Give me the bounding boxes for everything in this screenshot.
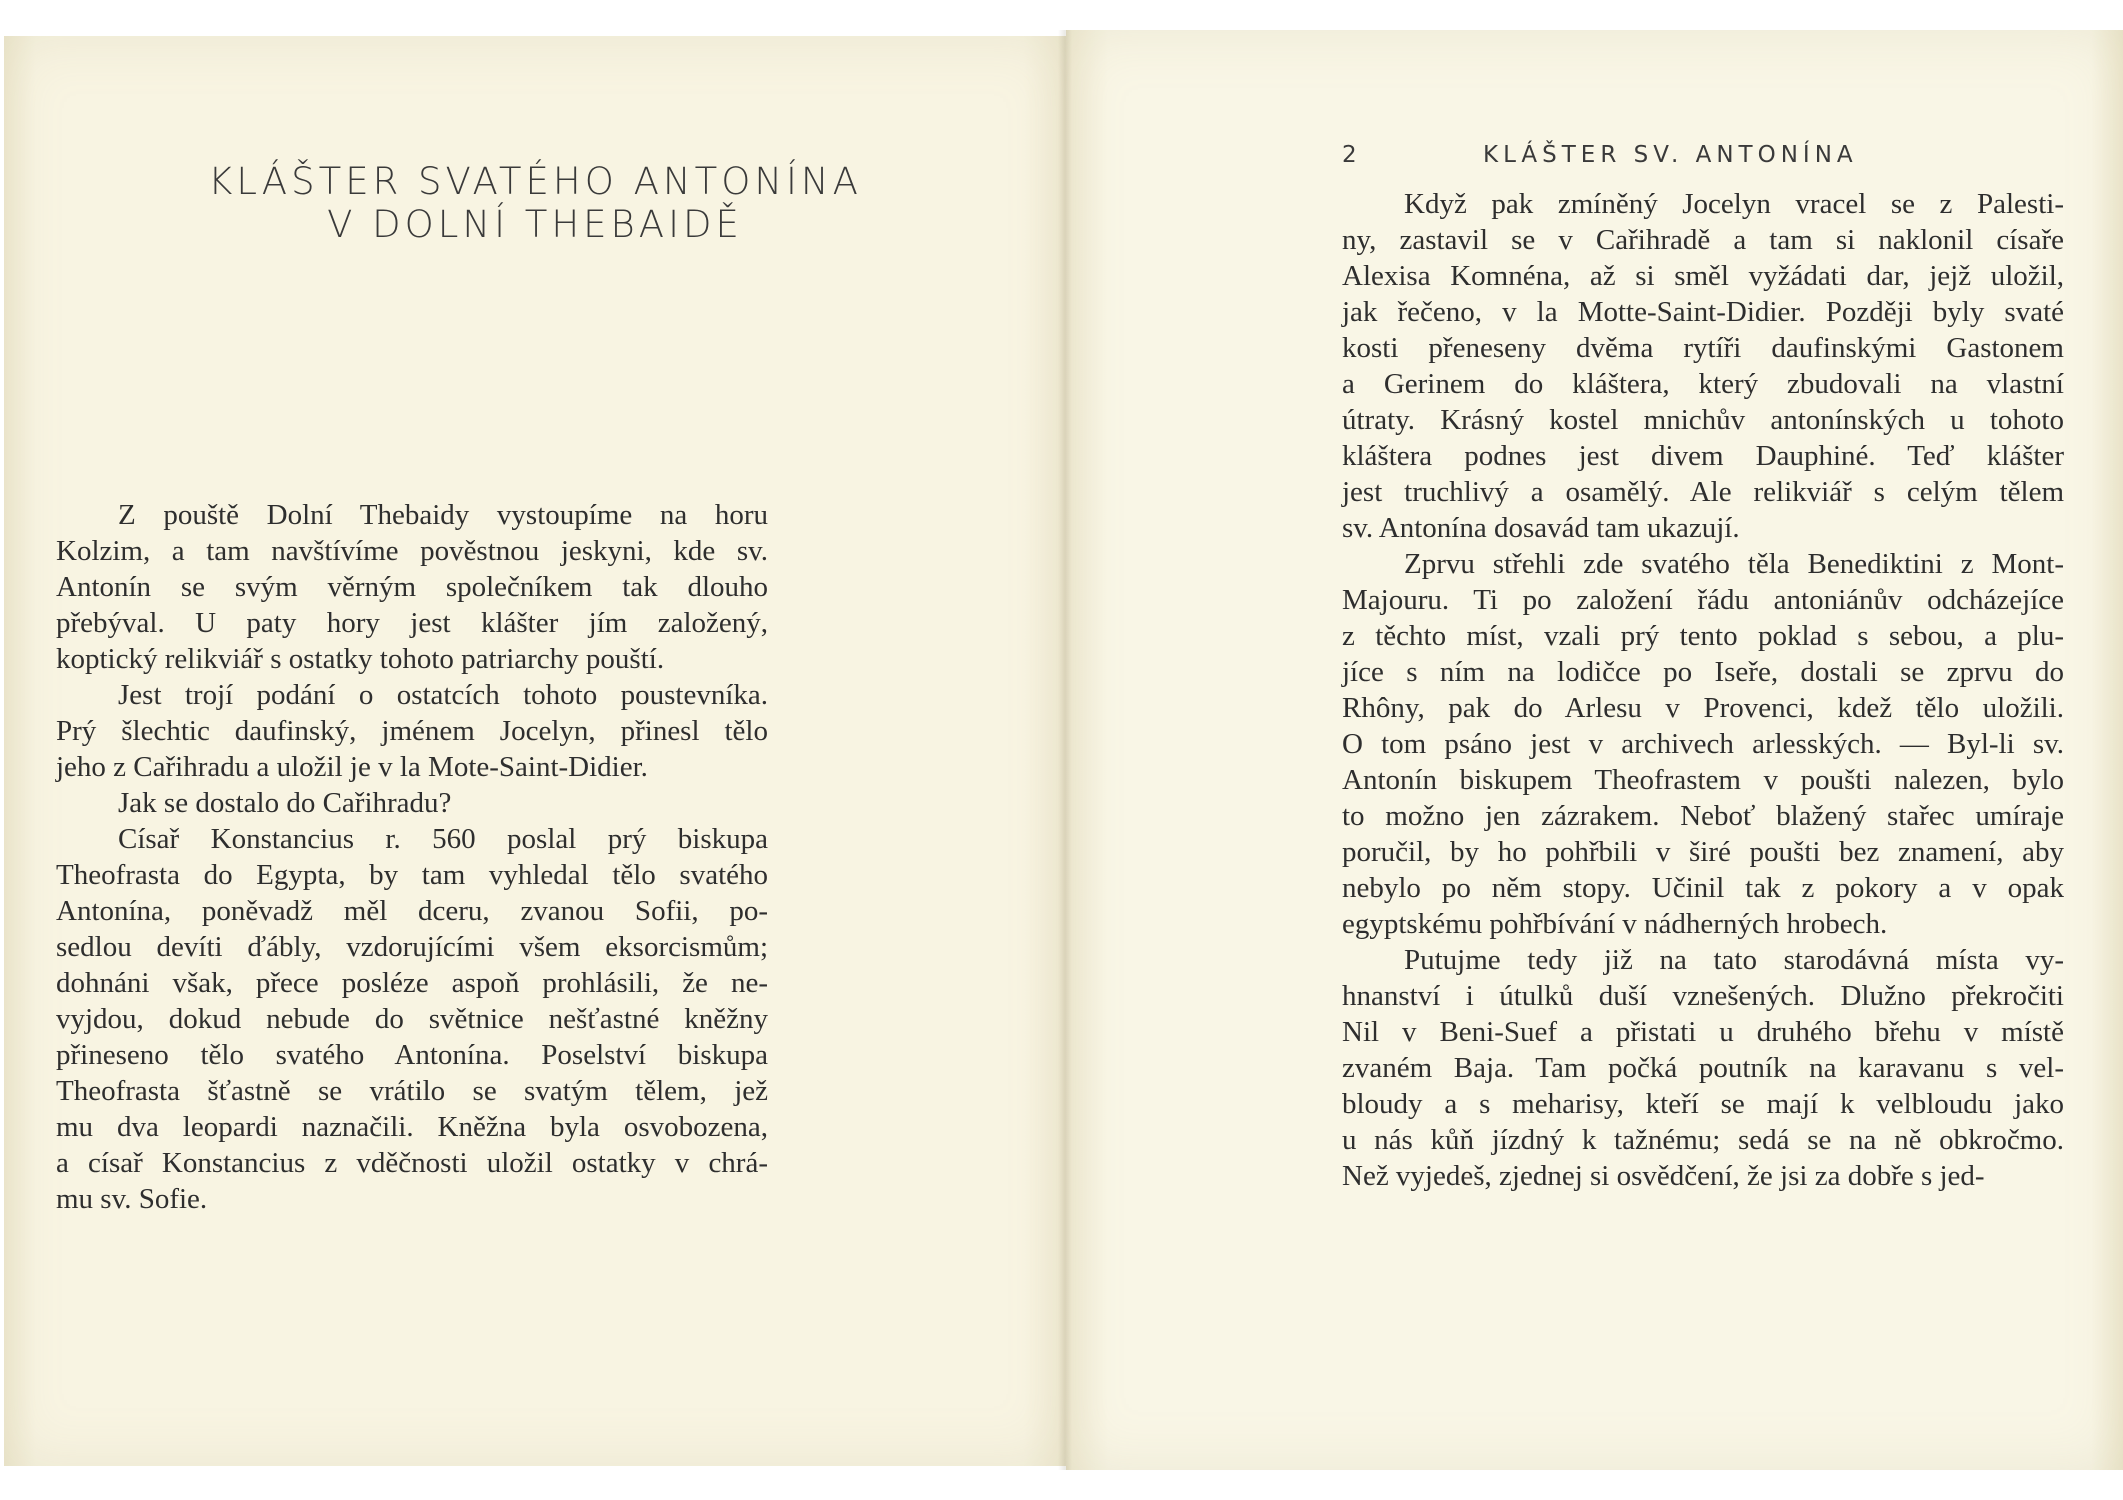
paragraph xyxy=(56,785,768,821)
text-line: Majouru. Ti po založení řádu antoniánův odcházejíce xyxy=(1342,584,2064,616)
text-line: jíce s ním na lodičce po Iseře, dostali se zprvu do xyxy=(1342,656,2064,688)
book-gutter xyxy=(1058,30,1072,1470)
text-line: sedlou devíti ďábly, vzdorujícími všem eksorcismům; xyxy=(56,931,768,963)
text-line: Z pouště Dolní Thebaidy vystoupíme na horu xyxy=(118,499,768,531)
text-line: mu dva leopardi naznačili. Kněžna byla osvobozena, xyxy=(56,1111,768,1143)
paragraph xyxy=(56,677,768,785)
text-line: přineseno tělo svatého Antonína. Poselství biskupa xyxy=(56,1039,768,1071)
text-line: útraty. Krásný kostel mnichův antonínských u tohoto xyxy=(1342,404,2064,436)
text-line: Putujme tedy již na tato starodávná místa vy- xyxy=(1404,944,2064,976)
text-line: Když pak zmíněný Jocelyn vracel se z Palesti- xyxy=(1404,188,2064,220)
right-page-body xyxy=(1342,186,2064,1194)
text-line: Prý šlechtic daufinský, jménem Jocelyn, přinesl tělo xyxy=(56,715,768,747)
text-line: to možno jen zázrakem. Neboť blažený stařec umíraje xyxy=(1342,800,2064,832)
text-line: jak řečeno, v la Motte-Saint-Didier. Později byly svaté xyxy=(1342,296,2064,328)
text-line: dohnáni však, přece posléze aspoň prohlásili, že ne- xyxy=(56,967,768,999)
paragraph xyxy=(56,497,768,677)
text-line: Jak se dostalo do Cařihradu? xyxy=(118,787,452,819)
text-line: Theofrasta do Egypta, by tam vyhledal tělo svatého xyxy=(56,859,768,891)
text-line: přebýval. U paty hory jest klášter jím založený, xyxy=(56,607,768,639)
page-number: 2 xyxy=(1342,142,1362,168)
text-line: kláštera podnes jest divem Dauphiné. Teď klášter xyxy=(1342,440,2064,472)
text-line: Nil v Beni-Suef a přistati u druhého břehu v místě xyxy=(1342,1016,2064,1048)
text-line: zvaném Baja. Tam počká poutník na karavanu s vel- xyxy=(1342,1052,2064,1084)
text-line: Kolzim, a tam navštívíme pověstnou jeskyni, kde sv. xyxy=(56,535,768,567)
text-line: a Gerinem do kláštera, který zbudovali na vlastní xyxy=(1342,368,2064,400)
text-line: a císař Konstancius z vděčnosti uložil ostatky v chrá- xyxy=(56,1147,768,1179)
text-line: z těchto míst, vzali prý tento poklad s sebou, a plu- xyxy=(1342,620,2064,652)
text-line: Zprvu střehli zde svatého těla Benediktini z Mont- xyxy=(1404,548,2064,580)
text-line: Theofrasta šťastně se vrátilo se svatým tělem, jež xyxy=(56,1075,768,1107)
paragraph xyxy=(56,821,768,1217)
text-line: poručil, by ho pohřbili v širé poušti bez znamení, aby xyxy=(1342,836,2064,868)
text-line: kosti přeneseny dvěma rytíři daufinskými Gastonem xyxy=(1342,332,2064,364)
text-line: O tom psáno jest v archivech arlesských. — Byl-li sv. xyxy=(1342,728,2064,760)
text-line: vyjdou, dokud nebude do světnice nešťastné kněžny xyxy=(56,1003,768,1035)
text-line: nebylo po něm stopy. Učinil tak z pokory a v opak xyxy=(1342,872,2064,904)
text-line: Antonín biskupem Theofrastem v poušti nalezen, bylo xyxy=(1342,764,2064,796)
text-line: jeho z Cařihradu a uložil je v la Mote-Saint-Didier. xyxy=(56,751,648,783)
paragraph xyxy=(1342,942,2064,1194)
text-line: mu sv. Sofie. xyxy=(56,1183,208,1215)
text-line: jest truchlivý a osamělý. Ale relikviář s celým tělem xyxy=(1342,476,2064,508)
text-line: ny, zastavil se v Cařihradě a tam si naklonil císaře xyxy=(1342,224,2064,256)
text-line: sv. Antonína dosavád tam ukazují. xyxy=(1342,512,1740,544)
chapter-title-line-1: KLÁŠTER SVATÉHO ANTONÍNA xyxy=(208,160,862,203)
chapter-title-line-2: V DOLNÍ THEBAIDĚ xyxy=(327,203,743,246)
text-line: Rhôny, pak do Arlesu v Provenci, kdež tělo uložili. xyxy=(1342,692,2064,724)
text-line: Než vyjedeš, zjednej si osvědčení, že jsi za dobře s jed- xyxy=(1342,1160,1985,1192)
text-line: bloudy a s meharisy, kteří se mají k velbloudu jako xyxy=(1342,1088,2064,1120)
running-head-title: KLÁŠTER SV. ANTONÍNA xyxy=(1483,142,1858,168)
text-line: koptický relikviář s ostatky tohoto patriarchy pouští. xyxy=(56,643,665,675)
text-line: Jest trojí podání o ostatcích tohoto poustevníka. xyxy=(118,679,768,711)
text-line: Císař Konstancius r. 560 poslal prý biskupa xyxy=(118,823,768,855)
text-line: Antonína, poněvadž měl dceru, zvanou Sofii, po- xyxy=(56,895,768,927)
text-line: u nás kůň jízdný k tažnému; sedá se na ně obkročmo. xyxy=(1342,1124,2064,1156)
paragraph xyxy=(1342,546,2064,942)
text-line: egyptskému pohřbívání v nádherných hrobech. xyxy=(1342,908,1888,940)
text-line: hnanství i útulků duší vznešených. Dlužno překročiti xyxy=(1342,980,2064,1012)
left-page-body xyxy=(56,497,768,1217)
text-line: Alexisa Komnéna, až si směl vyžádati dar, jejž uložil, xyxy=(1342,260,2064,292)
paragraph xyxy=(1342,186,2064,546)
text-line: Antonín se svým věrným společníkem tak dlouho xyxy=(56,571,768,603)
